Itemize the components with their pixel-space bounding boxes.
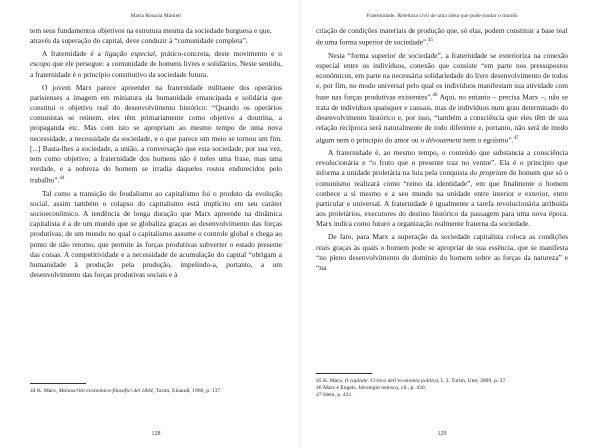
- footnote-marker: 46: [432, 93, 438, 99]
- running-head-title: Fraternidade. Releitura civil de uma ideia que pode mudar o mundo: [366, 13, 518, 19]
- left-footnotes: [30, 388, 282, 395]
- paragraph: A fraternidade é a ligação especial, prático-concreta, deste movimento e o escopo que ele persegue: a comunidade de homens livres e solidários. Neste sentido, a fraternidade é o princípio constitutivo da sociedade futura.: [30, 49, 283, 79]
- paragraph: tem seus fundamentos objetivos na estrutura mesma da sociedade burguesa e que, através da superação do capital, deve conduzir à “comunidade completa”.: [30, 26, 272, 46]
- italic-text: dévouement: [426, 134, 462, 144]
- running-head-author: Maria Rosaria Manieri: [130, 13, 182, 19]
- footnote-marker: 47: [513, 135, 519, 141]
- footnote-rule: [30, 383, 86, 384]
- gutter: [298, 0, 302, 448]
- footnote-marker: 44: [59, 176, 65, 182]
- footnote: 47 Idem, p. 431.: [316, 392, 353, 399]
- footnote: 46 Marx e Engels, Ideologia tedesca, cit., p. 430.: [316, 385, 427, 392]
- paragraph: O jovem Marx parece apreender na fraternidade militante dos operários parisienses a imagem em miniatura da humanidade emancipada e solidária que constitui o objetivo real do desenvolvimento histórico: “Quando os operários comunistas se reúnem, eles têm primariamente como objetivo a doutrina, a propaganda etc. Mas com isto se apropriam ao mesmo tempo de uma nova necessidade, a necessidade da sociedade, e o que parece um meio se tornou um fim. [...] Basta-lhes a sociedade, a união, a conversação que esta sociedade, por sua vez, tem como objetivo; a fraternidade dos homens não é neles uma frase, mas uma verdade, e a nobreza do homem se irradia daqueles rostos endurecidos pelo trabalho”.$^{44}$: [30, 82, 282, 185]
- page-number: 128: [151, 431, 161, 437]
- italic-text: ligação especial: [104, 49, 156, 59]
- italic-text: Il capitale. Critica dell’economia politica: [344, 378, 439, 384]
- right-body-text: [316, 26, 568, 273]
- footnote: 44 K. Marx, Manoscritti economico-filosofici del 1844, Turim, Einaudi, 1980, p. 137.: [30, 388, 222, 394]
- footnote: 45 K. Marx, Il capitale. Critica dell’economia politica, I, 3, Turim, Utet, 2009, p. 37.: [316, 378, 507, 384]
- right-footnotes: [316, 378, 568, 400]
- footnote-marker: 45: [428, 38, 434, 44]
- paragraph: criação de condições materiais de produção que, só elas, podem constituir a base real de uma forma superior de sociedade”.$^{45}$: [316, 26, 568, 47]
- paragraph: Tal como a transição do feudalismo ao capitalismo foi o produto da evolução social, assim também o colapso do capitalismo está implícito em seu caráter socioeconômico. A tendência de longa duração que Marx apreende na dinâmica capitalista é a de um mundo que se globaliza graças ao desenvolvimento das forças produtivas; de um mundo no qual o capitalismo assume o controle global e chega ao ponto de não retorno, que permite às forças produtivas subverter o estado presente das coisas. A competitividade e a necessidade de acumulação do capital “obrigam a humanidade à produção pela produção, impelindo-a, portanto, a um desenvolvimento das forças produtivas sociais e à: [30, 188, 282, 280]
- paragraph: Nesta “forma superior de sociedade”, a fraternidade se exterioriza na conexão especial entre os indivíduos, conexão que consiste “em parte nos pressupostos econômicos, em parte na necessária solidariedade do livre desenvolvimento de todos e, por fim, no modo universal pelo qual os indivíduos manifestam sua atividade com base nas forças produtivas existentes”.$^{46}$ Aqui, no entanto – precisa Marx –, não se trata de indivíduos quaisquer e casuais, mas de indivíduos num grau determinado do desenvolvimento histórico e, por isso, “também a consciência que eles têm de sua relação recíproca será naturalmente de todo diferente e, portanto, não será de modo algum nem o princípio do amor ou o dévouement nem o egoísmo”.$^{47}$: [316, 50, 569, 144]
- footnote-rule: [316, 373, 372, 374]
- italic-text: Manoscritti economico-filosofici del 1844: [58, 388, 153, 394]
- paragraph: De fato, para Marx a superação da sociedade capitalista coloca as condições reais graças às quais o homem pode se apropriar de sua essência, que se manifesta “no pleno desenvolvimento do domínio do homem sobre as forças da natureza” e “na: [316, 232, 568, 272]
- right-page: [316, 0, 568, 448]
- italic-text: proprium: [479, 168, 507, 178]
- paragraph: A fraternidade é, ao mesmo tempo, o conteúdo que substancia a consciência revolucionária e “o fruto que o presente traz no ventre”. Ela é o princípio que informa a unidade proletária na luta pela conquista do proprium do homem que só o comunismo realizará como “reino da identidade”, em que finalmente o homem conhece a si mesmo e a seu mundo na unidade entre interior e exterior, entre particular e universal. A fraternidade é igualmente a tarefa revolucionária atribuída aos proletários, executores do destino histórico da passagem para uma nova época. Marx indica como futuro a organização realmente fraterna da sociedade.: [316, 148, 568, 229]
- page-number: 129: [437, 431, 447, 437]
- italic-text: Ideologia tedesca: [358, 385, 399, 392]
- italic-text: escopo: [30, 59, 51, 69]
- left-page: [30, 0, 282, 448]
- left-body-text: [30, 26, 282, 280]
